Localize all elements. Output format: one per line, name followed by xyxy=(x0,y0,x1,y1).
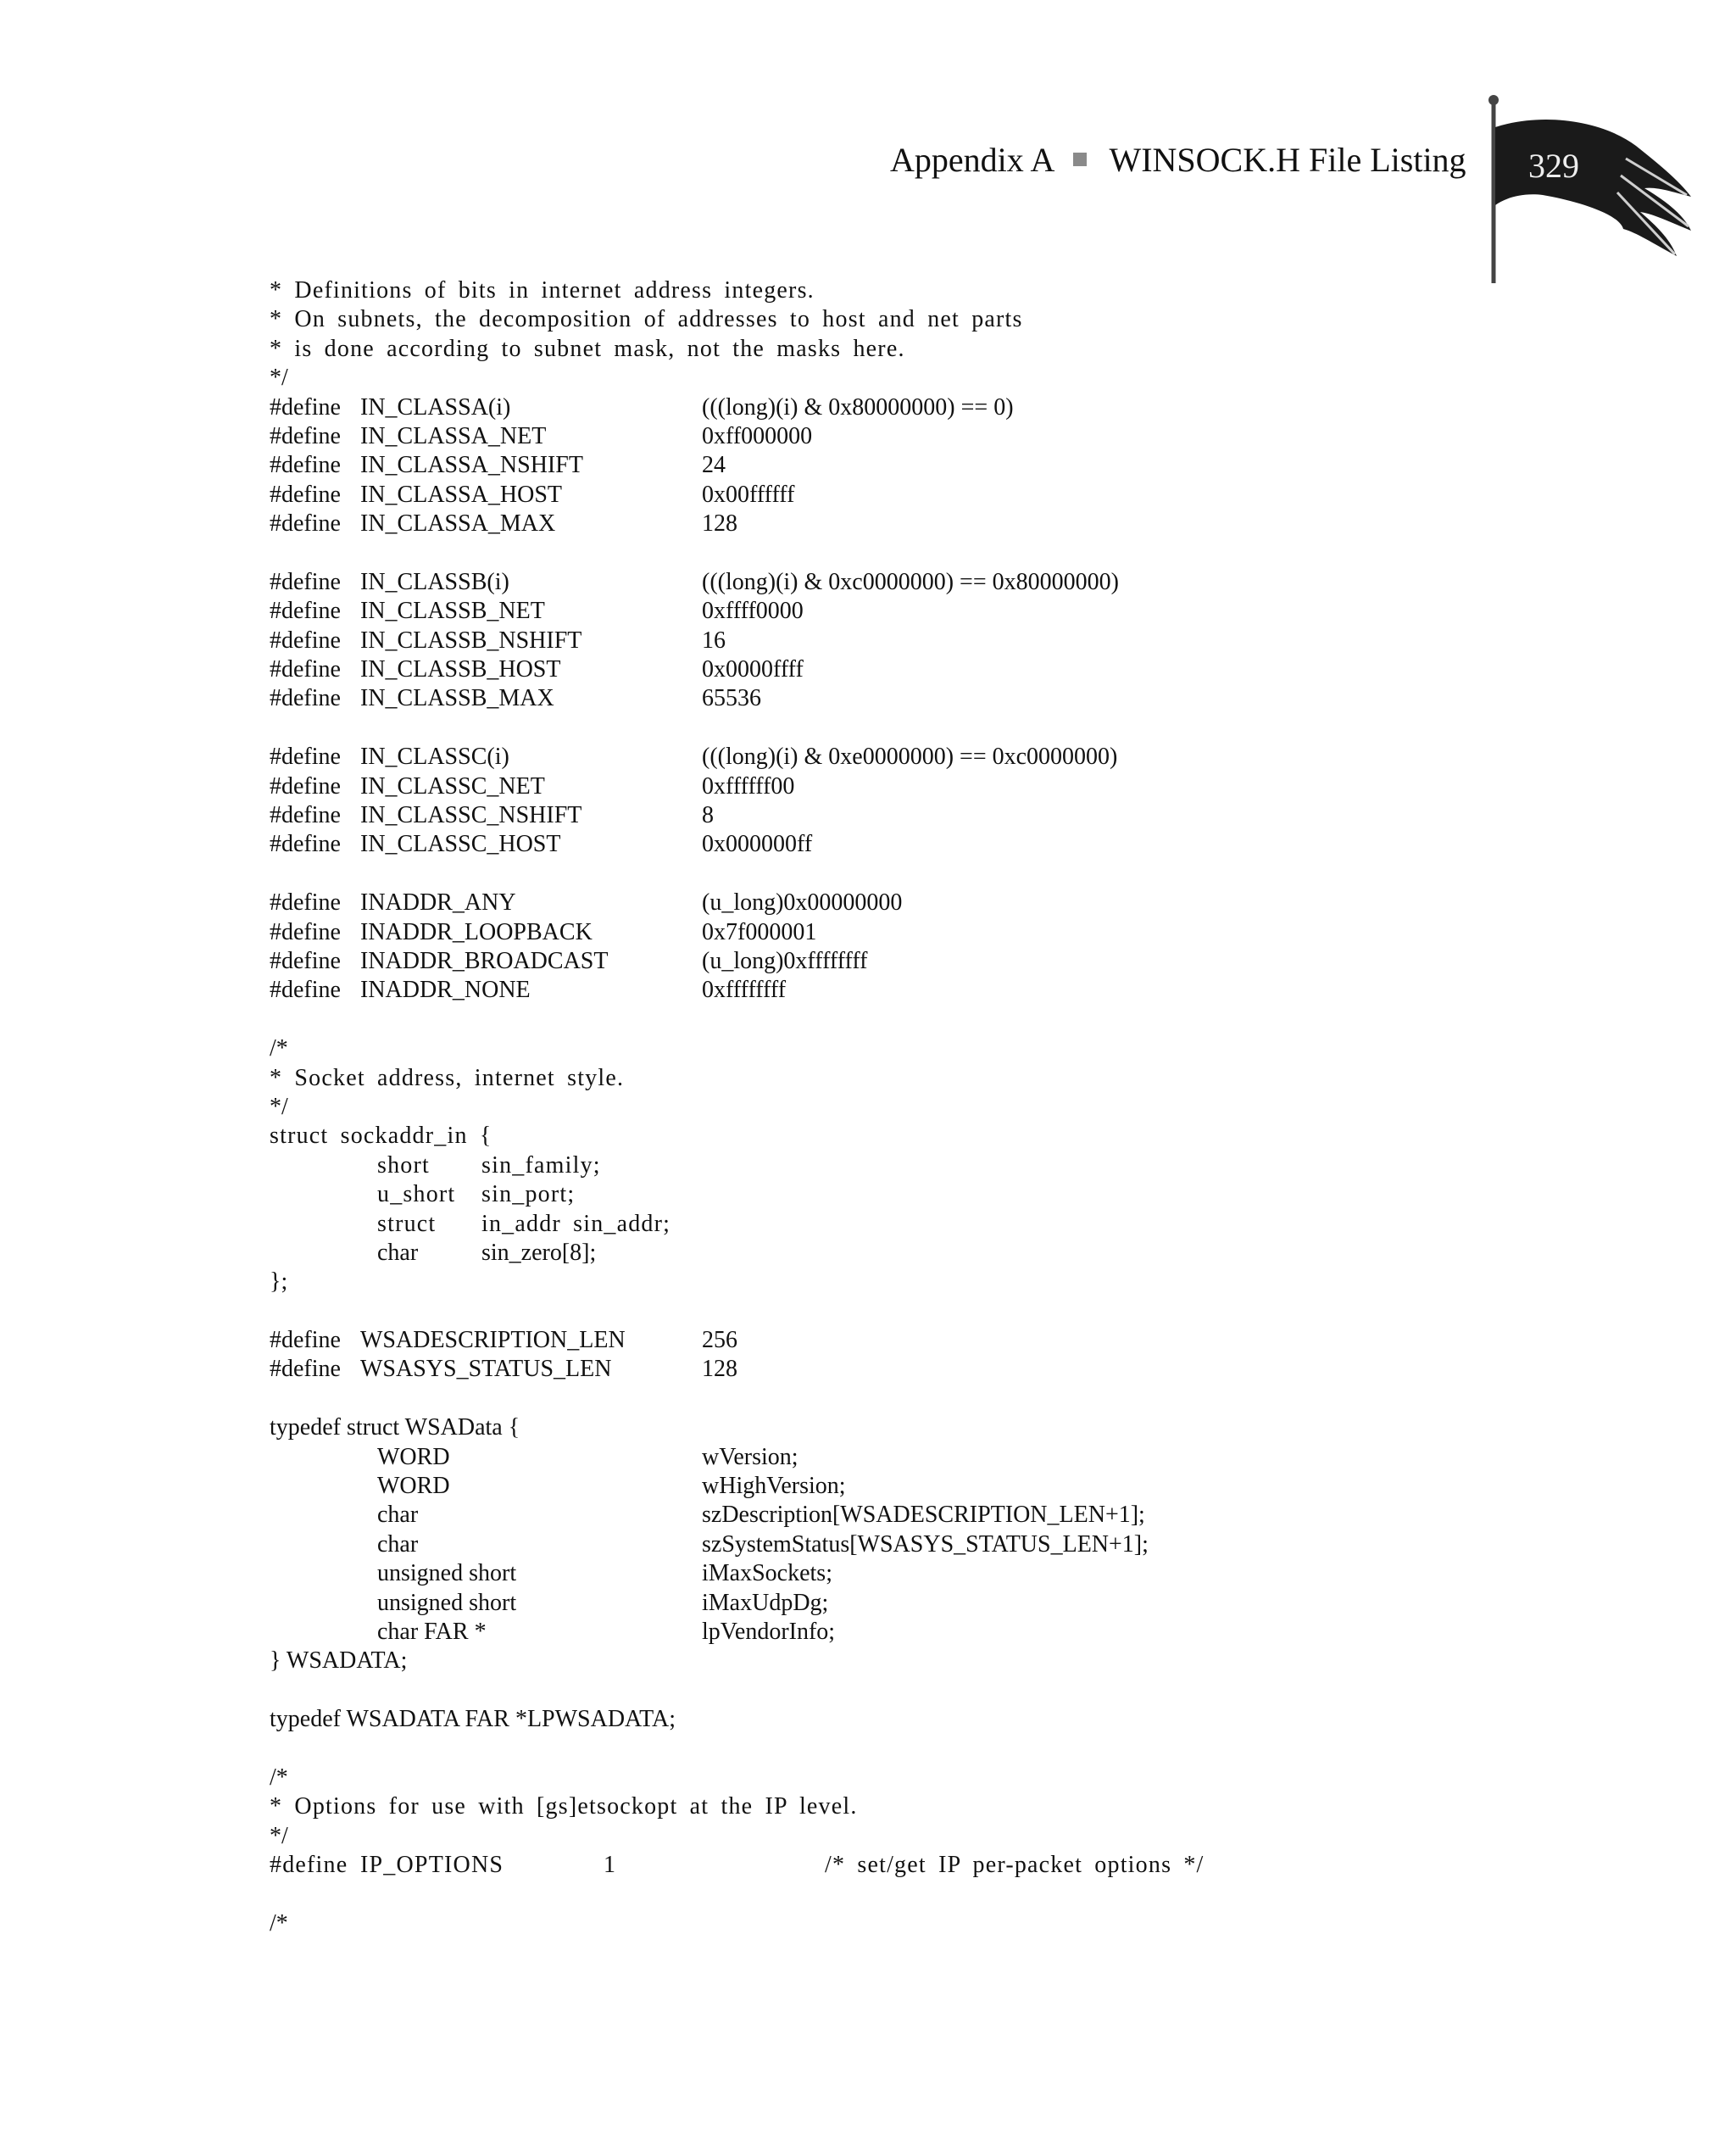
flag-icon xyxy=(1475,95,1695,286)
square-bullet-icon xyxy=(1073,153,1087,166)
page-number: 329 xyxy=(1528,147,1579,185)
appendix-label: Appendix A xyxy=(890,141,1055,179)
running-header xyxy=(890,140,1466,181)
chapter-title: WINSOCK.H File Listing xyxy=(1109,141,1466,179)
